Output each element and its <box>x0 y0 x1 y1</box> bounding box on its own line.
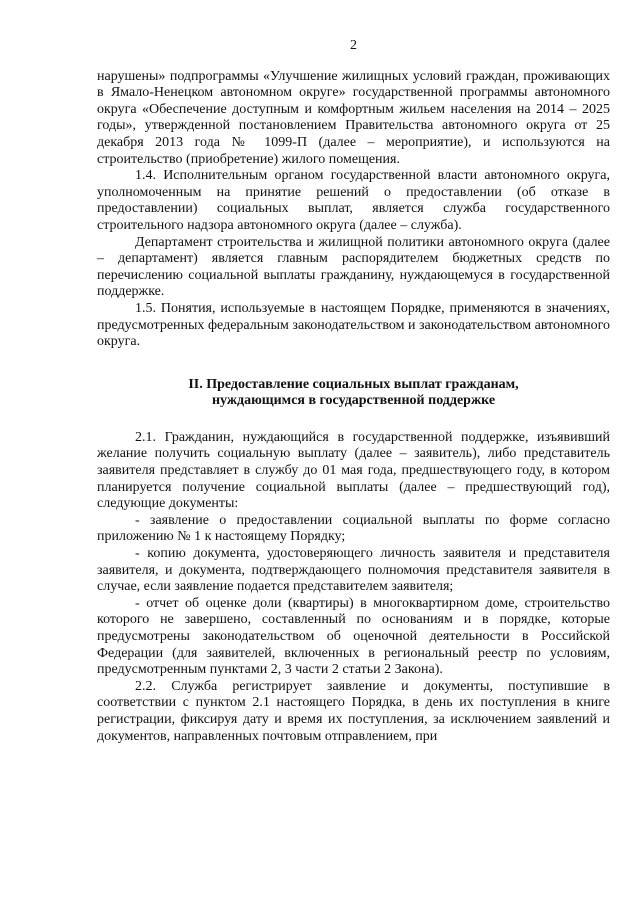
paragraph-1-5: 1.5. Понятия, используемые в настоящем Порядке, применяются в значениях, предусмотренных федеральным законодательством и законодательством автономного округа. <box>97 300 610 350</box>
list-item-valuation-report: - отчет об оценке доли (квартиры) в многоквартирном доме, строительство которого не завершено, составленный по основаниям и в порядке, которые предусмотрены законодательством об оценочной деятельности в Российской Федерации (для заявителей, включенных в региональный реестр по условиям, предусмотренным пунктами 2, 3 части 2 статьи 2 Закона). <box>97 595 610 678</box>
paragraph-2-2: 2.2. Служба регистрирует заявление и документы, поступившие в соответствии с пунктом 2.1 настоящего Порядка, в день их поступления в книге регистрации, фиксируя дату и время их поступления, за исключением заявлений и документов, направленных почтовым отправлением, при <box>97 678 610 744</box>
list-item-application: - заявление о предоставлении социальной выплаты по форме согласно приложению № 1 к настоящему Порядку; <box>97 512 610 545</box>
paragraph-1-4: 1.4. Исполнительным органом государственной власти автономного округа, уполномоченным на принятие решений о предоставлении (об отказе в предоставлении) социальных выплат, является служба государственного строительного надзора автономного округа (далее – служба). <box>97 168 610 233</box>
list-item-identity-copy: - копию документа, удостоверяющего личность заявителя и представителя заявителя, и документа, подтверждающего полномочия представителя заявителя в случае, если заявление подается представителем заявителя; <box>97 546 610 595</box>
paragraph-2-1: 2.1. Гражданин, нуждающийся в государственной поддержке, изъявивший желание получить социальную выплату (далее – заявитель), либо представитель заявителя представляет в службу до 01 мая года, предшествующего году, в котором планируется получение социальной выплаты (далее – предшествующий год), следующие документы: <box>97 429 610 512</box>
section-heading-line-2: нуждающимся в государственной поддержке <box>211 393 496 409</box>
page-number: 2 <box>350 38 357 53</box>
section-heading <box>97 377 610 410</box>
paragraph-department: Департамент строительства и жилищной политики автономного округа (далее – департамент) является главным распорядителем бюджетных средств по перечислению социальной выплаты гражданину, нуждающемуся в государственной поддержке. <box>97 234 610 300</box>
section-heading-line-1: II. Предоставление социальных выплат гражданам, <box>188 376 519 392</box>
paragraph-continuation: нарушены» подпрограммы «Улучшение жилищных условий граждан, проживающих в Ямало-Ненецком автономном округе» государственной программы автономного округа «Обеспечение доступным и комфортным жильем населения на 2014 – 2025 годы», утвержденной постановлением Правительства автономного округа от 25 декабря 2013 года № 1099-П (далее – мероприятие), и используются на строительство (приобретение) жилого помещения. <box>97 68 610 167</box>
